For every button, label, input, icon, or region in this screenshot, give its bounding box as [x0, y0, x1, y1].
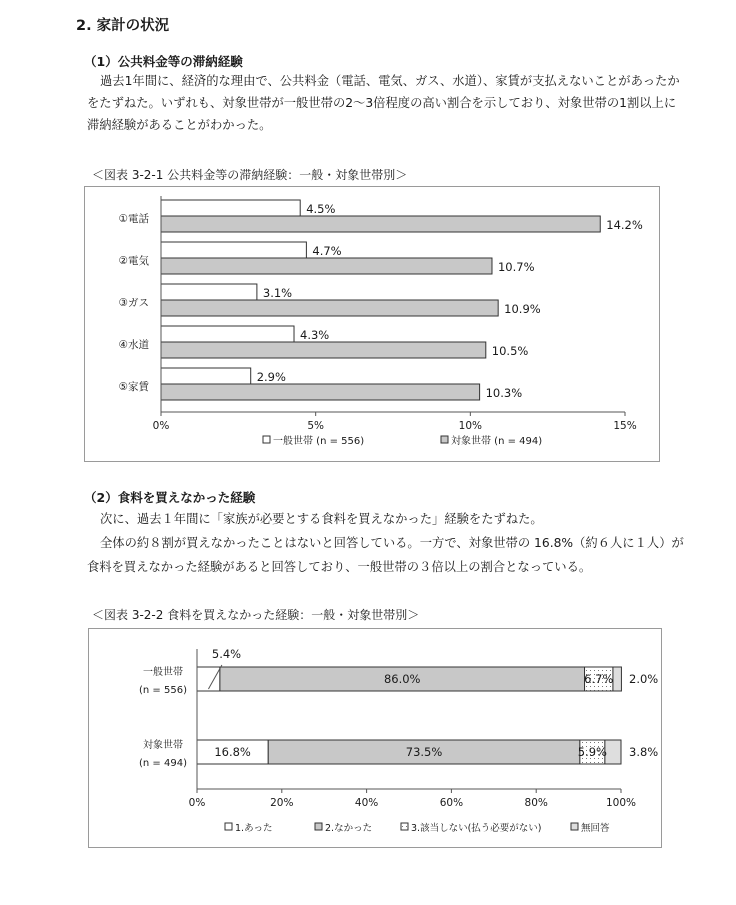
- bar: [161, 300, 498, 316]
- data-label: 73.5%: [405, 745, 443, 759]
- data-label: 4.5%: [306, 202, 336, 216]
- x-tick-label: 20%: [270, 797, 294, 809]
- category-label: ④水道: [118, 339, 149, 351]
- x-tick-label: 15%: [613, 420, 637, 432]
- legend-label: 2.なかった: [325, 823, 373, 834]
- legend-swatch: [441, 436, 448, 443]
- x-tick-label: 100%: [605, 797, 637, 809]
- legend-label: 一般世帯 (n = 556): [273, 436, 365, 447]
- category-label: ②電気: [118, 255, 149, 267]
- category-label: ①電話: [118, 213, 149, 225]
- data-label: 2.0%: [629, 672, 659, 686]
- category-label: ⑤家賃: [118, 381, 149, 393]
- legend-swatch: [263, 436, 270, 443]
- chart-arrears: [85, 187, 659, 461]
- bar: [161, 342, 486, 358]
- subsection-title-arrears: （1）公共料金等の滞納経験: [84, 54, 243, 69]
- segment: [605, 740, 621, 764]
- category-label: 対象世帯: [143, 740, 183, 751]
- x-tick-label: 0%: [188, 797, 206, 809]
- bar: [161, 200, 300, 216]
- bar: [161, 258, 492, 274]
- segment: [197, 667, 220, 691]
- paragraph-line: 食料を買えなかった経験があると回答しており、一般世帯の３倍以上の割合となっている。: [87, 560, 592, 574]
- chart-food: [89, 629, 661, 847]
- legend-label: 1.あった: [235, 823, 273, 834]
- bar: [161, 284, 257, 300]
- paragraph-line: 全体の約８割が買えなかったことはないと回答している。一方で、対象世帯の 16.8%（約６人に１人）が: [100, 536, 684, 550]
- chart-panel-arrears: [84, 186, 660, 462]
- legend-swatch: [571, 823, 578, 830]
- data-label: 10.3%: [485, 386, 523, 400]
- paragraph-line: 滞納経験があることがわかった。: [87, 118, 272, 132]
- x-tick-label: 60%: [439, 797, 464, 809]
- figure-caption-3-2-2: ＜図表 3-2-2 食料を買えなかった経験：一般・対象世帯別＞: [92, 608, 420, 622]
- data-label: 6.7%: [584, 672, 614, 686]
- chart-panel-food: [88, 628, 662, 848]
- data-label: 10.9%: [504, 302, 541, 316]
- data-label: 4.7%: [312, 244, 342, 258]
- bar: [161, 384, 480, 400]
- paragraph-line: 次に、過去１年間に「家族が必要とする食料を買えなかった」経験をたずねた。: [100, 512, 543, 526]
- legend-swatch: [225, 823, 232, 830]
- legend-swatch: [401, 823, 408, 830]
- figure-caption-3-2-1: ＜図表 3-2-1 公共料金等の滞納経験：一般・対象世帯別＞: [92, 168, 408, 182]
- legend-label: 対象世帯 (n = 494): [451, 436, 543, 447]
- paragraph-line: 過去1年間に、経済的な理由で、公共料金（電話、電気、ガス、水道）、家賃が支払えないことがあったか: [100, 74, 680, 88]
- data-label: 5.9%: [577, 745, 607, 759]
- section-title: 2. 家計の状況: [76, 18, 170, 34]
- x-tick-label: 0%: [152, 420, 170, 432]
- x-tick-label: 10%: [458, 420, 483, 432]
- data-label: 2.9%: [256, 370, 286, 384]
- legend-label: 無回答: [581, 823, 610, 834]
- legend-label: 3.該当しない(払う必要がない): [411, 823, 542, 834]
- bar: [161, 216, 600, 232]
- data-label: 3.1%: [262, 286, 293, 300]
- paragraph-line: をたずねた。いずれも、対象世帯が一般世帯の2～3倍程度の高い割合を示しており、対象世帯の1割以上に: [87, 96, 677, 110]
- bar: [161, 368, 251, 384]
- x-tick-label: 80%: [524, 797, 548, 809]
- category-label: 一般世帯: [143, 667, 183, 678]
- data-label: 10.7%: [497, 260, 535, 274]
- category-n: (n = 494): [139, 758, 187, 769]
- x-tick-label: 5%: [307, 420, 325, 432]
- data-label: 5.4%: [211, 647, 242, 661]
- data-label: 10.5%: [491, 344, 529, 358]
- data-label: 4.3%: [300, 328, 330, 342]
- bar: [161, 242, 306, 258]
- data-label: 16.8%: [214, 745, 251, 759]
- bar: [161, 326, 294, 342]
- segment: [613, 667, 621, 691]
- subsection-title-food: （2）食料を買えなかった経験: [84, 490, 256, 505]
- x-tick-label: 40%: [354, 797, 379, 809]
- data-label: 3.8%: [629, 745, 659, 759]
- legend-swatch: [315, 823, 322, 830]
- category-n: (n = 556): [139, 685, 187, 696]
- data-label: 86.0%: [383, 672, 421, 686]
- data-label: 14.2%: [606, 218, 643, 232]
- category-label: ③ガス: [118, 297, 149, 309]
